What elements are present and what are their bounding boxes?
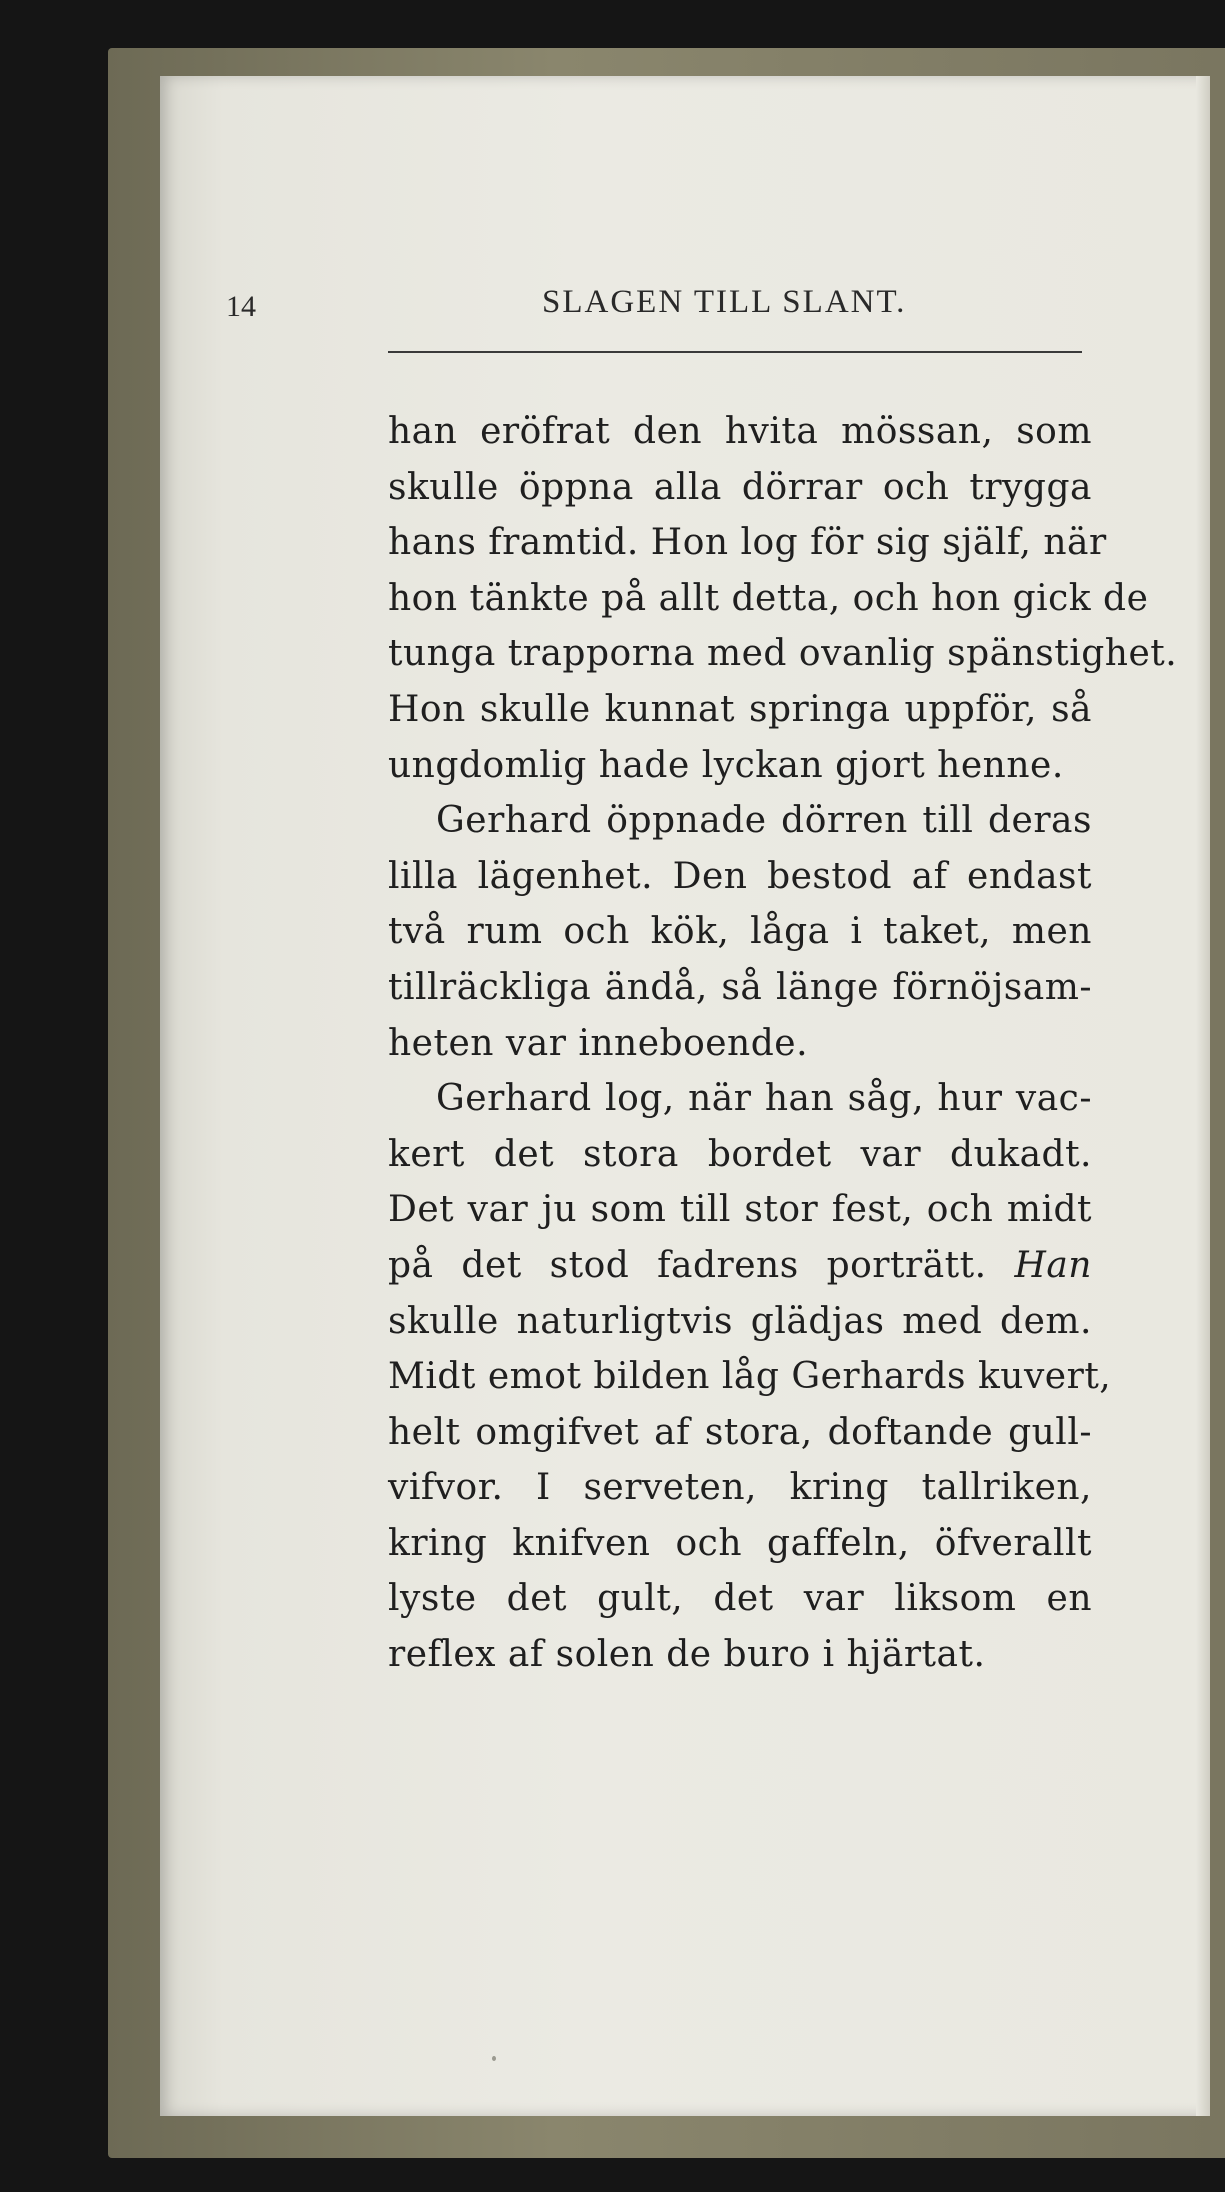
paper-speck <box>492 2056 496 2061</box>
text-line: kert det stora bordet var dukadt. <box>388 1133 1092 1175</box>
text-line: heten var inneboende. <box>388 1022 809 1064</box>
page-header <box>226 284 1086 334</box>
text-segment: på det stod fadrens porträtt. <box>388 1244 987 1286</box>
page-edge <box>1196 76 1210 2116</box>
text-line: hans framtid. Hon log för sig själf, när <box>388 522 1107 564</box>
running-title: SLAGEN TILL SLANT. <box>542 284 907 320</box>
text-line: ungdomlig hade lyckan gjort henne. <box>388 744 1064 786</box>
text-line: tillräckliga ändå, så länge förnöjsam- <box>388 966 1092 1008</box>
text-line: lilla lägenhet. Den bestod af endast <box>388 855 1092 897</box>
text-line: han eröfrat den hvita mössan, som <box>388 411 1092 452</box>
text-line: Gerhard öppnade dörren till deras <box>436 800 1092 842</box>
text-line: kring knifven och gaffeln, öfverallt <box>388 1522 1092 1564</box>
text-line: skulle öppna alla dörrar och trygga <box>388 466 1092 508</box>
text-line: två rum och kök, låga i taket, men <box>388 911 1092 953</box>
text-line: Gerhard log, när han såg, hur vac- <box>436 1078 1092 1120</box>
emphasized-word: Han <box>1014 1244 1092 1286</box>
text-line: skulle naturligtvis glädjas med dem. <box>388 1300 1092 1342</box>
text-line: vifvor. I serveten, kring tallriken, <box>388 1467 1092 1509</box>
text-line: Hon skulle kunnat springa uppför, så <box>388 688 1092 730</box>
text-line: reflex af solen de buro i hjärtat. <box>388 1634 986 1676</box>
text-line-with-emphasis <box>388 1238 1092 1294</box>
text-line: tunga trapporna med ovanlig spänstighet. <box>388 633 1178 675</box>
text-line: Det var ju som till stor fest, och midt <box>388 1189 1092 1231</box>
page-number: 14 <box>226 290 256 323</box>
text-line: lyste det gult, det var liksom en <box>388 1578 1092 1620</box>
text-line: Midt emot bilden låg Gerhards kuvert, <box>388 1356 1112 1398</box>
body-text <box>388 404 1178 1683</box>
header-rule <box>388 351 1082 353</box>
text-line: hon tänkte på allt detta, och hon gick de <box>388 577 1149 619</box>
text-line: helt omgifvet af stora, doftande gull- <box>388 1411 1092 1453</box>
